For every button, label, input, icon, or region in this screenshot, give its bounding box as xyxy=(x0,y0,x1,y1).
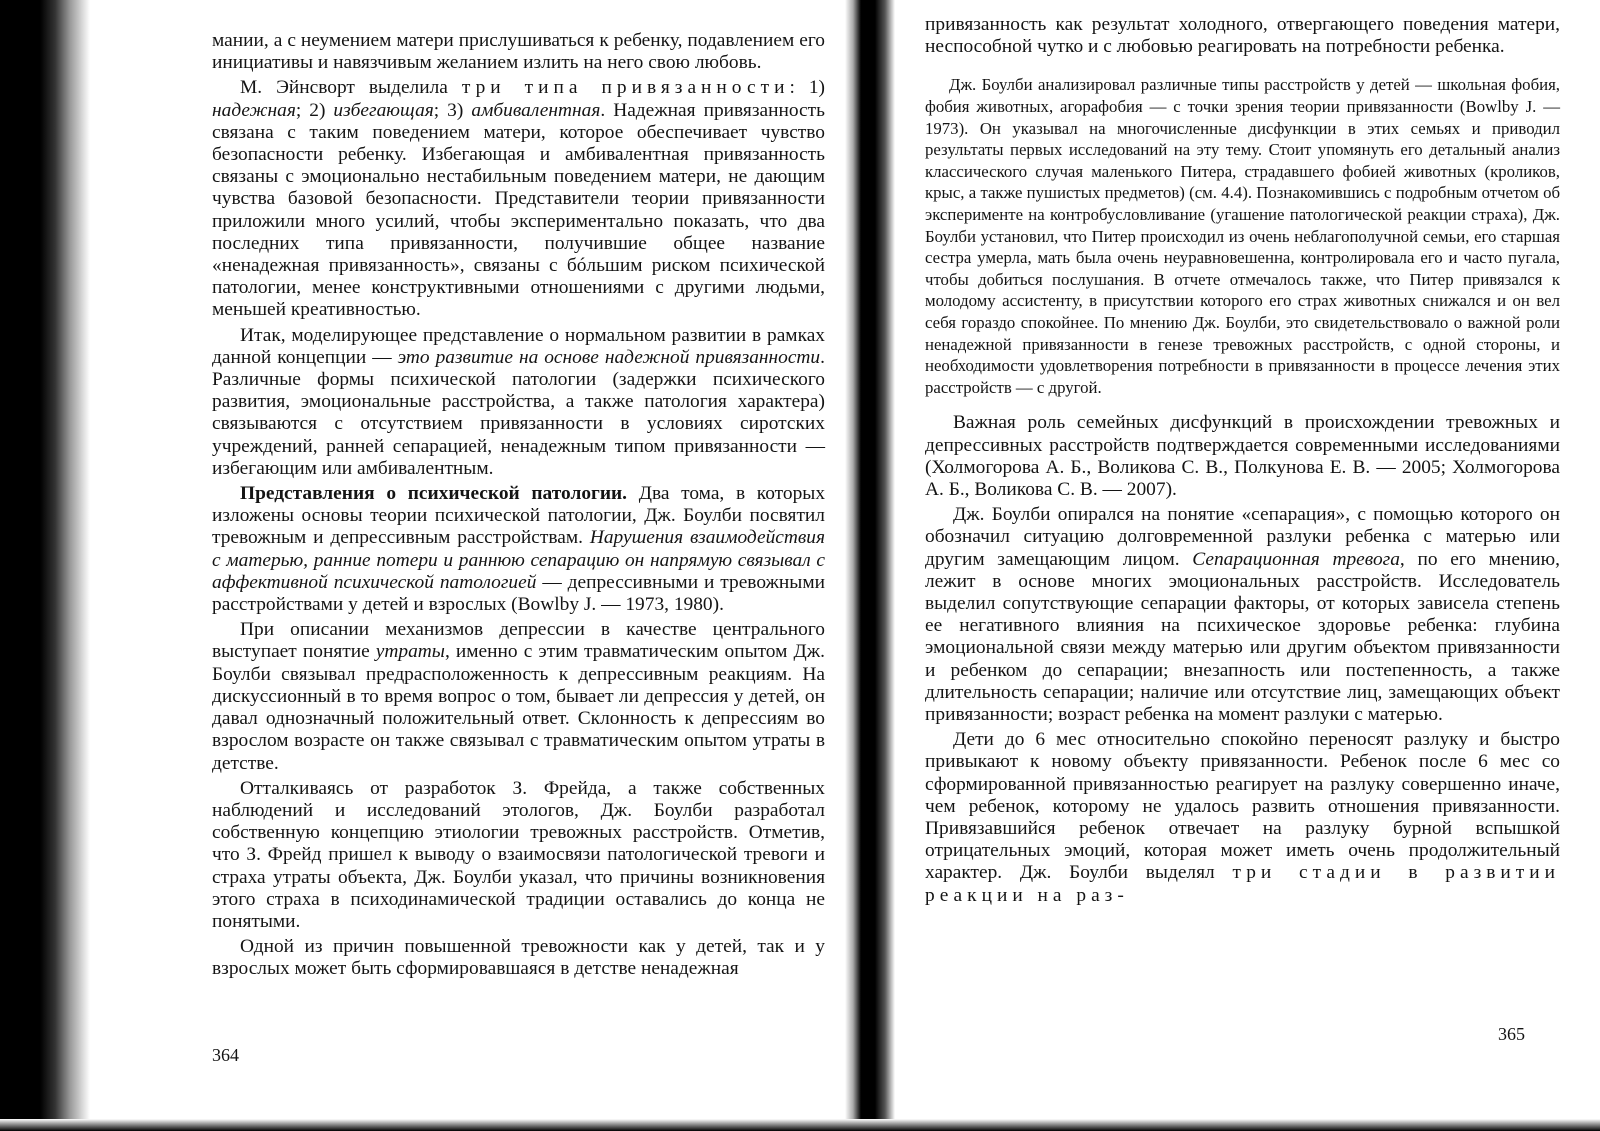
paragraph-continuation: привязанность как результат холодного, отвергающего поведения матери, неспособной чутко и с любовью реагировать на потребности ребенка. xyxy=(925,14,1560,58)
paragraph-family-dysfunction: Важная роль семейных дисфункций в происхождении тревожных и депрессивных расстройств подтверждается современными исследованиями (Холмогорова А. Б., Воликова С. В., Полкунова Е. В. — 2005; Холмогорова А. Б., Воликова С. В. — 2007). xyxy=(925,412,1560,500)
section-heading: Представления о психической патологии. xyxy=(240,483,628,505)
paragraph-anxiety-etiology: Отталкиваясь от разработок З. Фрейда, а также собственных наблюдений и исследований этологов, Дж. Боулби разработал собственную концепцию этиологии тревожных расстройств. Отметив, что З. Фрейд пришел к выводу о взаимосвязи патологической тревоги и страха утраты объекта, Дж. Боулби указал, что причины возникновения этого страха в психодинамической традиции оставались до конца не понятыми. xyxy=(212,777,825,932)
paragraph-normal-development: Итак, моделирующее представление о нормальном развитии в рамках данной концепции — это развитие на основе надежной привязанности. Различные формы психической патологии (задержки психического развития, эмоциональные расстройства, а также патология характера) связываются с отсутствием привязанности в условиях сиротских учреждений, ранней сепарацией, ненадежным типом привязанности — избегающим или амбивалентным. xyxy=(212,324,825,479)
book-gutter xyxy=(845,0,895,1131)
paragraph-anxiety-causes: Одной из причин повышенной тревожности как у детей, так и у взрослых может быть сформировавшаяся в детстве ненадежная xyxy=(212,936,825,980)
left-page xyxy=(90,0,845,1131)
paragraph-continuation: мании, а с неумением матери прислушиваться к ребенку, подавлением его инициативы и навязчивым желанием излить на него свою любовь. xyxy=(212,30,825,74)
paragraph-separation: Дж. Боулби опирался на понятие «сепарация», с помощью которого он обозначил ситуацию долговременной разлуки ребенка с матерью или другим замещающим лицом. Сепарационная тревога, по его мнению, лежит в основе многих эмоциональных расстройств. Исследователь выделил сопутствующие сепарации факторы, от которых зависела степень ее негативного влияния на психическое здоровье ребенка: глубина эмоциональной связи между матерью или другим объектом привязанности и ребенком до сепарации; внезапность или постепенность, а также длительность сепарации; наличие или отсутствие лиц, замещающих объект привязанности; возраст ребенка на момент разлуки с матерью. xyxy=(925,504,1561,725)
paragraph-pathology-heading: Представления о психической патологии. Два тома, в которых изложены основы теории психической патологии, Дж. Боулби посвятил тревожным и депрессивным расстройствам. Нарушения взаимодействия с матерью, ранние потери и раннюю сепарацию он напрямую связывал с аффективной психической патологией — депрессивными и тревожными расстройствами у детей и взрослых (Bowlby J. — 1973, 1980). xyxy=(212,483,826,616)
paragraph-attachment-types: М. Эйнсворт выделила три типа привязанности: 1) надежная; 2) избегающая; 3) амбивалентная. Надежная привязанность связана с таким поведением матери, которое обеспечивает чувство безопасности ребенку. Избегающая и амбивалентная привязанность связаны с эмоционально нестабильным поведением матери, не дающим чувства базовой безопасности. Представители теории привязанности приложили много усилий, чтобы экспериментально показать, что два последних типа привязанности, получившие общее название «ненадежная привязанность», связаны с бóльшим риском психической патологии, менее конструктивными отношениями с другими людьми, меньшей креативностью. xyxy=(212,77,825,321)
boxed-note-peter-case: Дж. Боулби анализировал различные типы расстройств у детей — школьная фобия, фобия животных, агорафобия — с точки зрения теории привязанности (Bowlby J. — 1973). Он указывал на многочисленные дисфункции в этих семьях и приводил результаты первых исследований на эту тему. Стоит упомянуть его детальный анализ классического случая маленького Питера, страдавшего фобией животных (кроликов, крыс, а также пушистых предметов) (см. 4.4). Познакомившись с подробным отчетом об эксперименте на контробусловливание (угашение патологической реакции страха), Дж. Боулби установил, что Питер происходил из очень неблагополучной семьи, его старшая сестра умерла, мать была очень неуравновешенна, контролировала его и часто пугала, чтобы добиться послушания. В отчете отмечалось также, что Питер привязался к молодому ассистенту, в присутствии которого его страх животных снижался и он вел себя гораздо спокойнее. По мнению Дж. Боулби, это свидетельствовало о важной роли ненадежной привязанности в генезе тревожных расстройств, с одной стороны, и необходимости удовлетворения потребности в привязанности в процессе лечения этих расстройств — с другой. xyxy=(925,75,1560,397)
page-number-left: 364 xyxy=(212,1045,239,1065)
paragraph-depression: При описании механизмов депрессии в качестве центрального выступает понятие утраты, именно с этим травматическим опытом Дж. Боулби связывал предрасположенность к депрессивным реакциям. На дискуссионный в то время вопрос о том, бывает ли депрессия у детей, он давал однозначный положительный ответ. Склонность к депрессиям во взрослом возрасте он также связывал с травматическим опытом утраты в детстве. xyxy=(212,619,825,774)
paragraph-children-six-months: Дети до 6 мес относительно спокойно переносят разлуку и быстро привыкают к новому объекту привязанности. Ребенок после 6 мес со сформированной привязанностью реагирует на разлуку совершенно иначе, чем ребенок, которому не удалось развить отношения привязанности. Привязавшийся ребенок отвечает на разлуку бурной вспышкой отрицательных эмоций, которая может иметь очень продолжительный характер. Дж. Боулби выделял три стадии в развитии реакции на раз- xyxy=(925,729,1561,906)
page-number-right: 365 xyxy=(1498,1024,1525,1044)
right-page xyxy=(895,0,1600,1131)
scan-shadow-left xyxy=(0,0,90,1131)
